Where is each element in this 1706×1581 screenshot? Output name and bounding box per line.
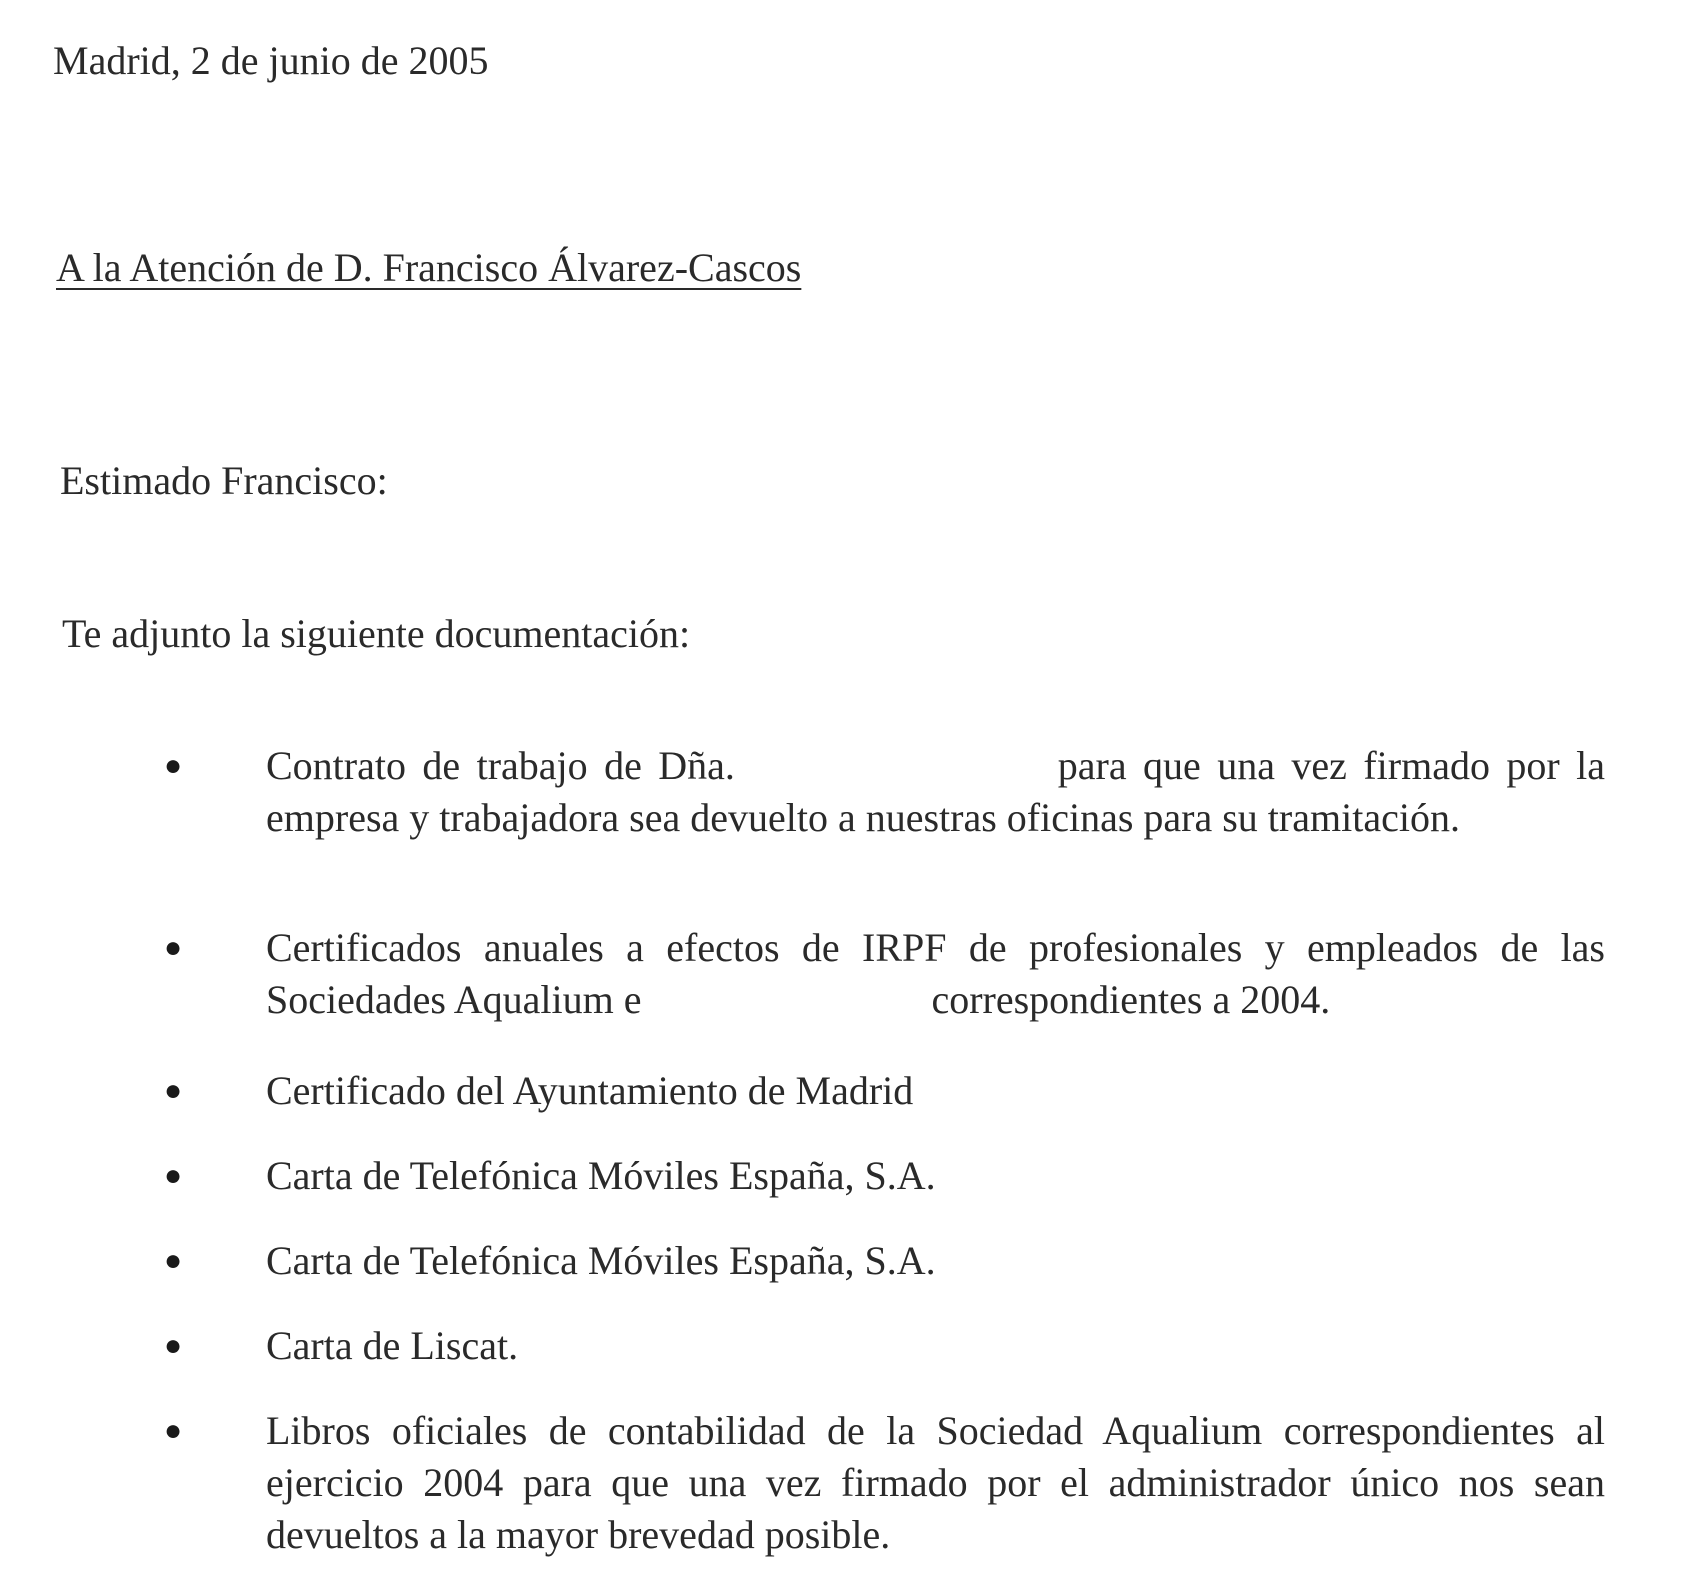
list-item-text [266, 740, 1605, 844]
bullet-icon: ● [164, 931, 183, 964]
bullet-icon: ● [164, 1414, 183, 1447]
list-item-text: Libros oficiales de contabilidad de la Sociedad Aqualium correspondientes al ejercicio 2004 para que una vez firmado por el administrador único nos sean devueltos a la mayor brevedad posible. [266, 1408, 1605, 1557]
bullet-icon: ● [164, 1074, 183, 1107]
bullet-icon: ● [164, 1329, 183, 1362]
bullet-icon: ● [164, 1244, 183, 1277]
list-item-text-after: para que una vez firmado por la empresa y trabajadora sea devuelto a nuestras oficinas para su tramitación. [266, 743, 1606, 840]
list-item-text: Carta de Telefónica Móviles España, S.A. [266, 1153, 936, 1198]
salutation: Estimado Francisco: [60, 458, 388, 503]
list-item-text-after: correspondientes a 2004. [931, 977, 1331, 1022]
list-item-text-before: Contrato de trabajo de Dña. [266, 743, 735, 788]
list-item-text [266, 922, 1605, 1026]
list-item-text-before: Certificados anuales a efectos de IRPF de profesionales y empleados de las Sociedades Aqualium e [266, 925, 1605, 1022]
letter-date: Madrid, 2 de junio de 2005 [53, 38, 489, 83]
intro-line: Te adjunto la siguiente documentación: [62, 611, 691, 656]
redacted-name [751, 750, 1041, 790]
redacted-company [651, 984, 921, 1024]
attention-line: A la Atención de D. Francisco Álvarez-Cascos [56, 245, 802, 290]
list-item-text: Certificado del Ayuntamiento de Madrid [266, 1068, 914, 1113]
bullet-icon: ● [164, 749, 183, 782]
list-item-text: Carta de Liscat. [266, 1323, 519, 1368]
list-item-text: Carta de Telefónica Móviles España, S.A. [266, 1238, 936, 1283]
bullet-icon: ● [164, 1159, 183, 1192]
